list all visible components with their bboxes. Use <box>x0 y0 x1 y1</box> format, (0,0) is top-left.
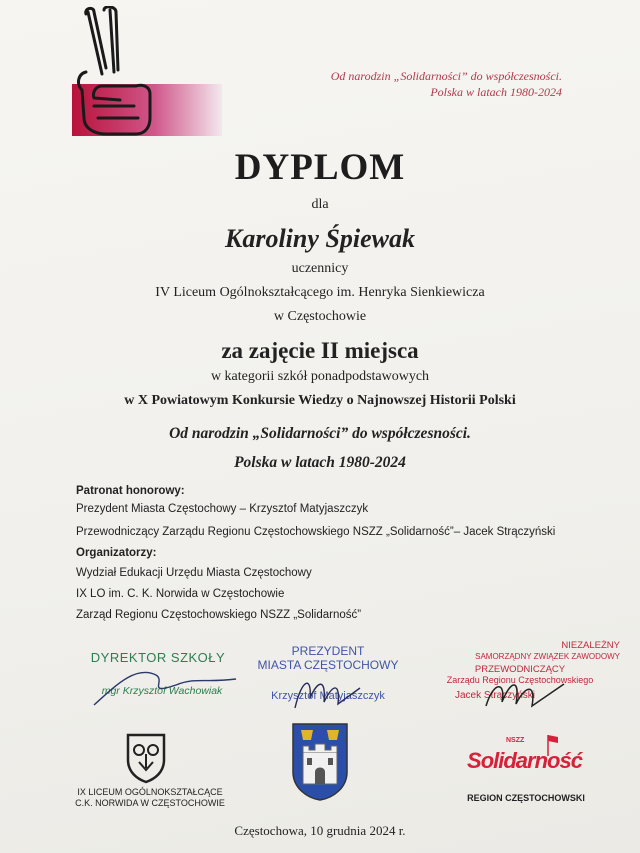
motto-line1: Od narodzin „Solidarności” do współczesności. <box>169 425 471 442</box>
nszz-label: NSZZ <box>506 737 525 744</box>
organizer-item: IX LO im. C. K. Norwida w Częstochowie <box>76 588 285 600</box>
city-coat-of-arms-icon <box>291 722 349 802</box>
for-label: dla <box>311 197 329 212</box>
header-motto-line1: Od narodzin „Solidarności” do współczesności. <box>330 69 562 83</box>
school-logo-line2: C.K. NORWIDA W CZĘSTOCHOWIE <box>75 798 225 808</box>
organizer-item: Wydział Edukacji Urzędu Miasta Częstochowy <box>76 567 312 579</box>
motto-line2: Polska w latach 1980-2024 <box>234 454 406 471</box>
school-logo-line1: IX LICEUM OGÓLNOKSZTAŁCĄCE <box>77 787 223 797</box>
competition: w X Powiatowym Konkursie Wiedzy o Najnowszej Historii Polski <box>124 393 516 408</box>
president-title-line2: MIASTA CZĘSTOCHOWY <box>257 658 399 672</box>
patronage-item: Prezydent Miasta Częstochowy – Krzysztof Matyjaszczyk <box>76 503 369 515</box>
president-title-line1: PREZYDENT <box>291 644 365 658</box>
school-logo-text <box>70 787 230 809</box>
union-stamp-line1: NIEZALEŻNY <box>561 640 620 651</box>
president-stamp-name: Krzysztof Matyjaszczyk <box>271 690 385 702</box>
header-motto-line2: Polska w latach 1980-2024 <box>430 85 562 99</box>
school-line1: IV Liceum Ogólnokształcącego im. Henryka Sienkiewicza <box>155 285 485 300</box>
header-motto <box>331 68 562 100</box>
solidarity-flag-icon <box>546 734 560 756</box>
president-signature <box>290 668 370 718</box>
recipient-name: Karoliny Śpiewak <box>225 224 415 253</box>
recipient-role: uczennicy <box>291 261 349 276</box>
organizer-item: Zarząd Regionu Częstochowskiego NSZZ „Solidarność” <box>76 609 362 621</box>
union-stamp-line2: SAMORZĄDNY ZWIĄZEK ZAWODOWY <box>475 652 620 661</box>
category: w kategorii szkół ponadpodstawowych <box>210 369 430 384</box>
diploma-title: DYPLOM <box>234 147 406 188</box>
achievement: za zajęcie II miejsca <box>221 338 419 363</box>
issue-date: Częstochowa, 10 grudnia 2024 r. <box>234 823 406 838</box>
union-stamp-name: Jacek Strączyński <box>455 690 536 701</box>
patronage-item: Przewodniczący Zarządu Regionu Częstochowskiego NSZZ „Solidarność”– Jacek Strączyński <box>76 526 556 538</box>
union-stamp-region: Zarządu Regionu Częstochowskiego <box>446 675 594 685</box>
solidarity-logo-word: Solidarność <box>467 748 582 773</box>
victory-hand-logo <box>72 6 222 138</box>
union-signature <box>480 672 570 718</box>
solidarity-region-label: REGION CZĘSTOCHOWSKI <box>467 793 585 803</box>
director-signature <box>86 655 246 715</box>
school-line2: w Częstochowie <box>273 309 367 324</box>
school-owl-icon <box>125 732 167 784</box>
patronage-heading: Patronat honorowy: <box>76 485 185 497</box>
organizers-heading: Organizatorzy: <box>76 547 157 559</box>
director-stamp-name: mgr Krzysztof Wachowiak <box>101 685 223 697</box>
director-stamp-title: DYREKTOR SZKOŁY <box>90 650 226 665</box>
union-stamp-role: PRZEWODNICZĄCY <box>474 664 566 675</box>
